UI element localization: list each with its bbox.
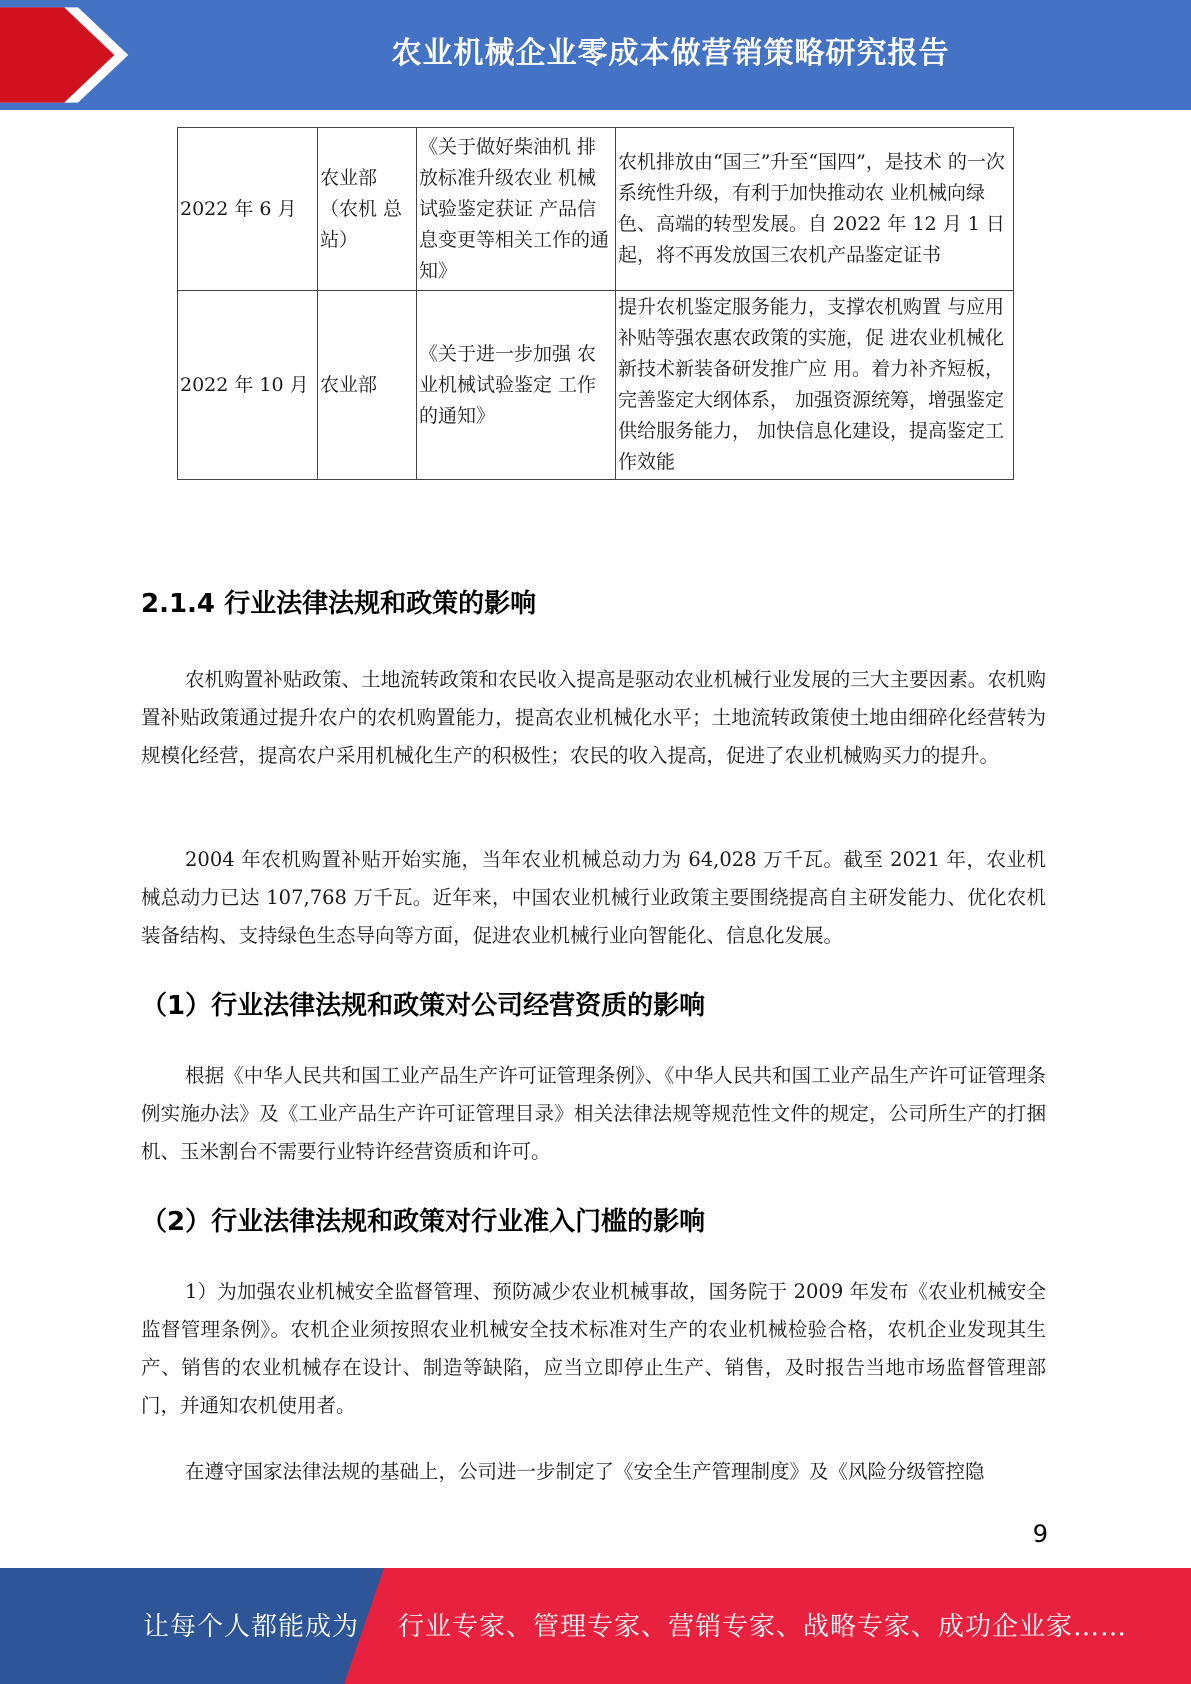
table-cell-dept: 农业部 xyxy=(318,291,417,480)
footer-slogan-left: 让每个人都能成为 xyxy=(143,1612,360,1642)
table-row xyxy=(178,128,1014,291)
paragraph-drivers: 农机购置补贴政策、土地流转政策和农民收入提高是驱动农业机械行业发展的三大主要因素。农机购置补贴政策通过提升农户的农机购置能力，提高农业机械化水平；土地流转政策使土地由细碎化经营转为规模化经营，提高农户采用机械化生产的积极性；农民的收入提高，促进了农业机械购买力的提升。 xyxy=(141,668,1046,767)
table-cell-description: 农机排放由“国三”升至“国四”，是技术 的一次系统性升级，有利于加快推动农 业机械向绿色、高端的转型发展。自 2022 年 12 月 1 日起，将不再发放国三农机产品鉴定证书 xyxy=(616,128,1014,291)
paragraph-company-system: 在遵守国家法律法规的基础上，公司进一步制定了《安全生产管理制度》及《风险分级管控隐 xyxy=(185,1460,985,1483)
table-cell-document: 《关于进一步加强 农业机械试验鉴定 工作的通知》 xyxy=(417,291,616,480)
table-cell-dept: 农业部（农机 总站） xyxy=(318,128,417,291)
page-number: 9 xyxy=(1032,1520,1048,1548)
header-arrow-decoration xyxy=(0,0,130,110)
table-cell-date: 2022 年 6 月 xyxy=(178,128,318,291)
page-header xyxy=(0,0,1191,110)
page-footer xyxy=(0,1568,1191,1684)
paragraph-safety-regulation: 1）为加强农业机械安全监督管理、预防减少农业机械事故，国务院于 2009 年发布《农业机械安全监督管理条例》。农机企业须按照农业机械安全技术标准对生产的农业机械检验合格，农机企业发现其生产、销售的农业机械存在设计、制造等缺陷，应当立即停止生产、销售，及时报告当地市场监督管理部门，并通知农机使用者。 xyxy=(141,1280,1046,1417)
subheading-qualification: （1）行业法律法规和政策对公司经营资质的影响 xyxy=(141,991,706,1021)
table-cell-description: 提升农机鉴定服务能力，支撑农机购置 与应用补贴等强农惠农政策的实施，促 进农业机械化新技术新装备研发推广应 用。着力补齐短板，完善鉴定大纲体系， 加强资源统筹，增强鉴定供给服务能力， 加快信息化建设，提高鉴定工作效能 xyxy=(616,291,1014,480)
subheading-entry-threshold: （2）行业法律法规和政策对行业准入门槛的影响 xyxy=(141,1207,706,1237)
footer-slogan-right: 行业专家、管理专家、营销专家、战略专家、成功企业家…… xyxy=(398,1612,1128,1642)
paragraph-qualification: 根据《中华人民共和国工业产品生产许可证管理条例》、《中华人民共和国工业产品生产许可证管理条例实施办法》及《工业产品生产许可证管理目录》相关法律法规等规范性文件的规定，公司所生产的打捆机、玉米割台不需要行业特许经营资质和许可。 xyxy=(141,1064,1046,1163)
table-cell-document: 《关于做好柴油机 排放标准升级农业 机械试验鉴定获证 产品信息变更等相关工作的通知》 xyxy=(417,128,616,291)
paragraph-statistics: 2004 年农机购置补贴开始实施，当年农业机械总动力为 64,028 万千瓦。截至 2021 年，农业机械总动力已达 107,768 万千瓦。近年来，中国农业机械行业政策主要围绕提高自主研发能力、优化农机装备结构、支持绿色生态导向等方面，促进农业机械行业向智能化、信息化发展。 xyxy=(141,848,1046,947)
table-row xyxy=(178,291,1014,480)
section-heading: 2.1.4 行业法律法规和政策的影响 xyxy=(141,589,537,619)
policy-table xyxy=(177,127,1014,480)
report-title: 农业机械企业零成本做营销策略研究报告 xyxy=(391,36,950,71)
table-cell-date: 2022 年 10 月 xyxy=(178,291,318,480)
